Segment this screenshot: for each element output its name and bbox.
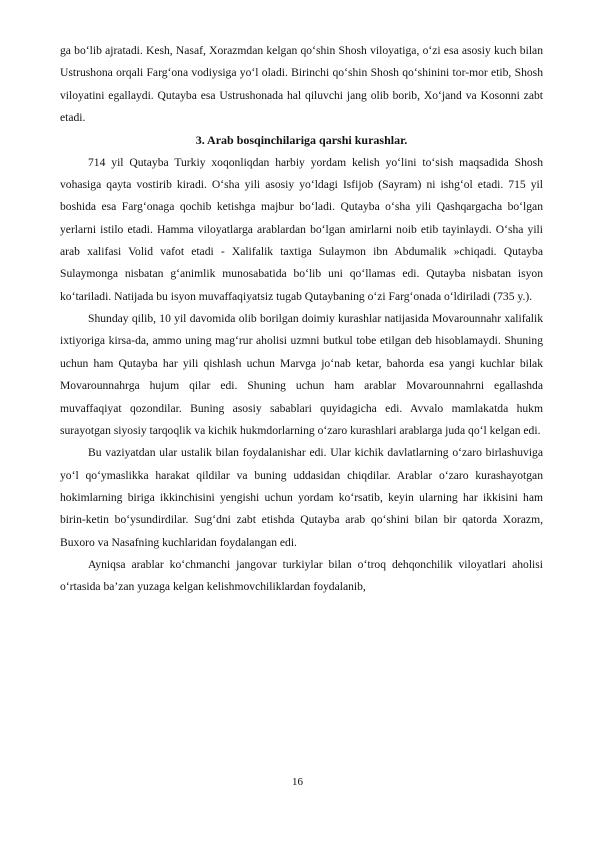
- document-body: [60, 40, 543, 599]
- section-heading: 3. Arab bosqinchilariga qarshi kurashlar.: [195, 133, 408, 148]
- paragraph-ayniqsa: Ayniqsa arablar ko‘chmanchi jangovar turkiylar bilan o‘troq dehqonchilik viloyatlari aholisi o‘rtasida ba’zan yuzaga kelgan kelishmovchiliklardan foydalanib,: [60, 557, 543, 594]
- paragraph-continuation: ga bo‘lib ajratadi. Kesh, Nasaf, Xorazmdan kelgan qo‘shin Shosh viloyatiga, o‘zi esa asosiy kuch bilan Ustrushona orqali Farg‘ona vodiysiga yo‘l oladi. Birinchi qo‘shin Shosh qo‘shinini tor-mor etib, Shosh viloyatini egallaydi. Qutayba esa Ustrushonada hal qiluvchi jang olib borib, Xo‘jand va Kosonni zabt etadi.: [60, 44, 543, 125]
- paragraph-vaziyat: Bu vaziyatdan ular ustalik bilan foydalanishar edi. Ular kichik davlatlarning o‘zaro birlashuviga yo‘l qo‘ymaslikka harakat qildilar va buning uddasidan chiqdilar. Arablar o‘zaro kurashayotgan hokimlarning biriga ikkinchisini yengishi uchun yordam ko‘rsatib, keyin ularning har ikkisini ham birin-ketin bo‘ysundirdilar. Sug‘dni zabt etishda Qutayba arab qo‘shini bilan bir qatorda Xorazm, Buxoro va Nasafning kuchlaridan foydalangan edi.: [60, 446, 543, 549]
- paragraph-shunday: Shunday qilib, 10 yil davomida olib borilgan doimiy kurashlar natijasida Movarounnahr xalifalik ixtiyoriga kirsa-da, ammo uning mag‘rur aholisi uzmni butkul tobe etilgan deb hisoblamaydi. Shuning uchun ham Qutayba har yili qishlash uchun Marvga jo‘nab ketar, bahorda esa yangi kuchlar bilak Movarounnahrga hujum qilar edi. Shuning uchun ham arablar Movarounnahrni egallashda muvaffaqiyat qozondilar. Buning asosiy sabablari quyidagicha edi. Avvalo mamlakatda hukm surayotgan siyosiy tarqoqlik va kichik hukmdorlarning o‘zaro kurashlari arablarga juda qo‘l kelgan edi.: [60, 312, 543, 437]
- page-number: 16: [292, 776, 303, 788]
- paragraph-714: 714 yil Qutayba Turkiy xoqonliqdan harbiy yordam kelish yo‘lini to‘sish maqsadida Shosh vohasiga qayta vostirib kiradi. O‘sha yili asosiy yo‘ldagi Isfijob (Sayram) ni ishg‘ol etadi. 715 yil boshida esa Farg‘onaga qochib ketishga majbur bo‘ladi. Qutayba o‘sha yili Qashqargacha bo‘lgan yerlarni istilo etadi. Hamma viloyatlarga arablardan bo‘lgan amirlarni noib etib tayinlaydi. O‘sha yili arab xalifasi Volid vafot etadi - Xalifalik taxtiga Sulaymon ibn Abdumalik »chiqadi. Qutayba Sulaymonga nisbatan g‘animlik munosabatida bo‘lib uni qo‘llamas edi. Qutayba nisbatan isyon ko‘tariladi. Natijada bu isyon muvaffaqiyatsiz tugab Qutaybaning o‘zi Farg‘onada o‘ldiriladi (735 y.).: [60, 155, 543, 303]
